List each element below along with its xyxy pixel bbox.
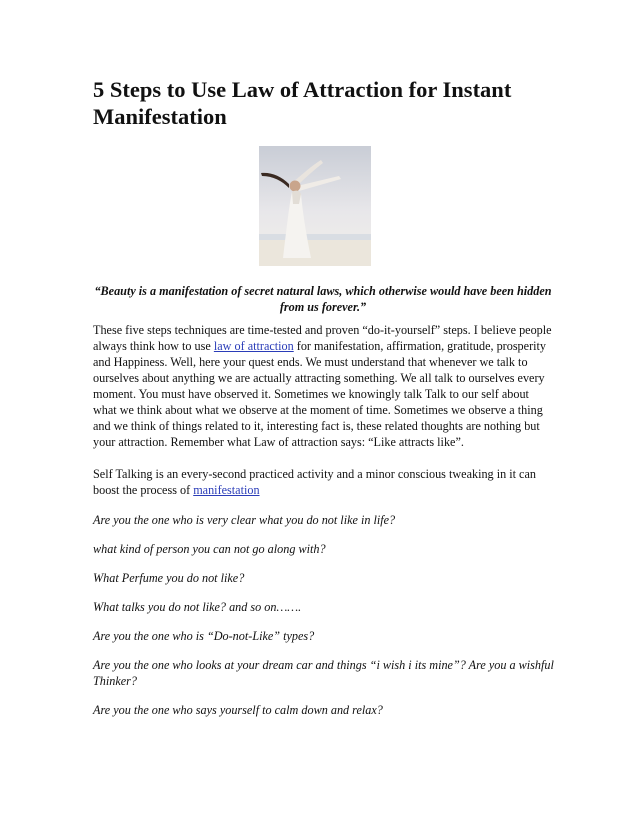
intro-paragraph [93, 322, 555, 450]
article-title: 5 Steps to Use Law of Attraction for Instant Manifestation [93, 77, 512, 129]
question-1: Are you the one who is very clear what you do not like in life? [93, 513, 396, 527]
question-5: Are you the one who is “Do-not-Like” types? [93, 629, 315, 643]
self-talking-text: Self Talking is an every-second practiced activity and a minor conscious tweaking in it can boost the process of [93, 467, 536, 497]
intro-text-start: These five steps techniques are time-tested and proven “do-it-yourself” steps. I believe people always think how to use [93, 323, 552, 353]
question-4: What talks you do not like? and so on……. [93, 600, 302, 614]
question-3: What Perfume you do not like? [93, 571, 245, 585]
quote: “Beauty is a manifestation of secret natural laws, which otherwise would have been hidden from us forever.” [94, 284, 552, 314]
self-talking-paragraph [93, 466, 555, 498]
question-7: Are you the one who says yourself to calm down and relax? [93, 703, 383, 717]
question-6: Are you the one who looks at your dream car and things “i wish i its mine”? Are you a wishful Thinker? [93, 658, 554, 688]
question-2: what kind of person you can not go along with? [93, 542, 326, 556]
woman-on-beach-photo [259, 146, 371, 266]
manifestation-link[interactable]: manifestation [193, 483, 260, 497]
law-of-attraction-link[interactable]: law of attraction [213, 339, 294, 353]
intro-text-end: for manifestation, affirmation, gratitude, prosperity and Happiness. Well, here your quest ends. We must understand that whenever we talk to ourselves about anything we are actually attracting something. We all talk to ourselves every moment. You must have observed it. Sometimes we knowingly talk Talk to our self about what we think about what we observe at the moment of time. Sometimes we observe a thing and we think of things related to it, interesting fact is, these related thoughts are nothing but your attraction. Remember what Law of attraction says: “Like attracts like”. [93, 339, 546, 449]
